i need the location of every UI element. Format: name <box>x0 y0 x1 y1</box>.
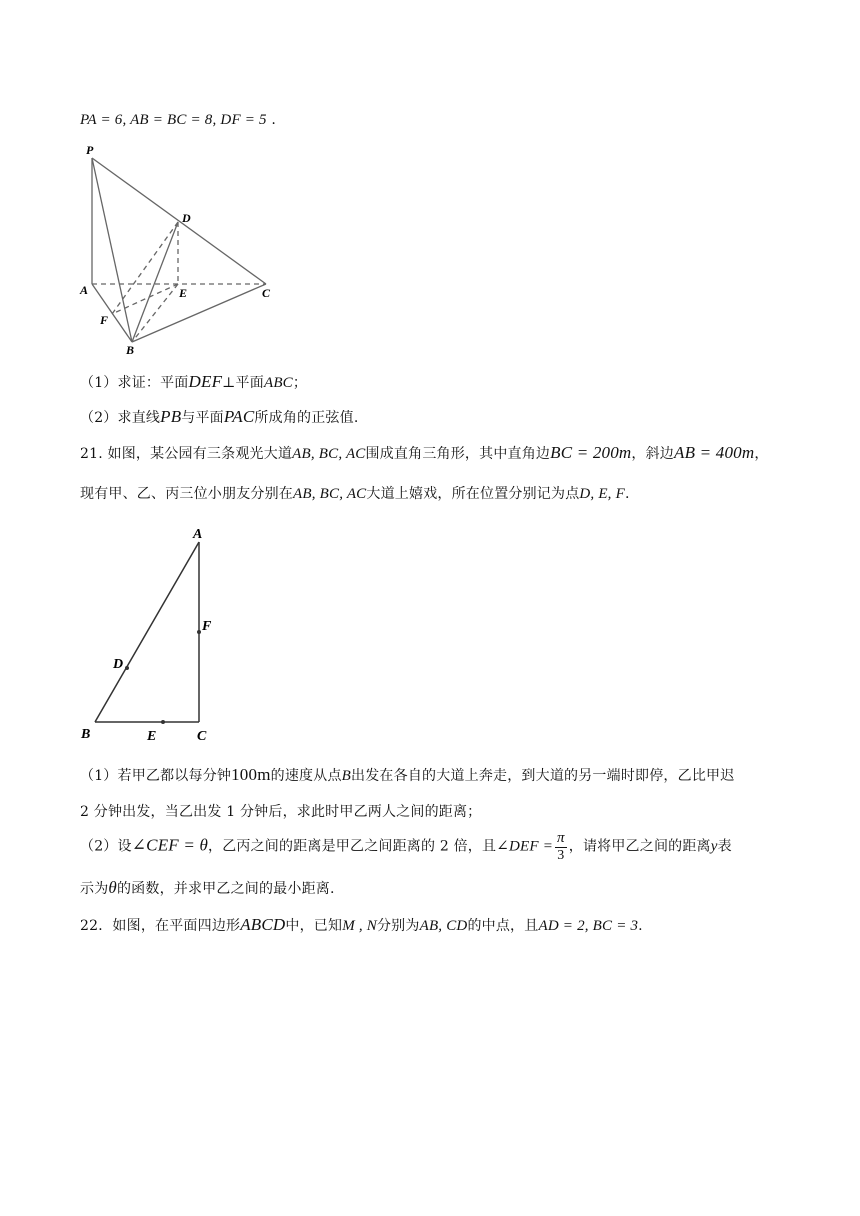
label-C2: C <box>197 729 207 744</box>
label-B: B <box>126 343 135 357</box>
prev-q1: （1）求证：平面DEF⊥平面ABC； <box>80 372 308 391</box>
label-A2: A <box>193 527 203 542</box>
label-E: E <box>179 286 188 300</box>
edge-BD <box>132 222 178 342</box>
edge-BC <box>132 284 266 342</box>
label-C: C <box>262 286 271 300</box>
label-E2: E <box>147 729 157 744</box>
label-A: A <box>80 283 89 297</box>
edge-DF-dashed <box>112 222 178 314</box>
edge-PB <box>92 158 132 342</box>
point-D <box>125 666 129 670</box>
label-F: F <box>100 313 109 327</box>
math-DEF: DEF <box>188 372 223 391</box>
label-P: P <box>86 143 94 157</box>
fraction-pi-over-3: $\frac{\pi}{3}$ <box>557 830 565 863</box>
point-E <box>161 720 165 724</box>
given-line: PA = 6, AB = BC = 8, DF = 5 . <box>80 112 277 128</box>
p21-q1-line1: （1）若甲乙都以每分钟100m的速度从点B出发在各自的大道上奔走，到大道的另一端时即停，乙比甲迟 <box>80 765 735 784</box>
triangle-figure <box>75 520 235 750</box>
label-D: D <box>182 211 191 225</box>
p21-q1-line2: 2 分钟出发，当乙出发 1 分钟后，求此时甲乙两人之间的距离； <box>80 804 482 820</box>
label-D2: D <box>113 657 124 672</box>
p21-q2-line2: 示为θ的函数，并求甲乙之间的最小距离. <box>80 878 335 897</box>
given-math: PA = 6, AB = BC = 8, DF = 5 <box>80 112 267 128</box>
label-F2: F <box>202 619 212 634</box>
pyramid-figure <box>70 140 290 360</box>
math-PB: PB <box>160 407 182 426</box>
p21-q2-line1: （2）设∠CEF = θ，乙丙之间的距离是甲乙之间距离的 2 倍，且∠DEF = $\frac{\pi}{3}$ ，请将甲乙之间的距离y表 <box>80 830 732 863</box>
math-PAC: PAC <box>223 407 255 426</box>
edge-AB <box>95 542 199 722</box>
edge-PC <box>92 158 266 284</box>
edge-EB-dashed <box>132 284 178 342</box>
math-ABC: ABC <box>263 375 293 391</box>
p22-line: 22．如图，在平面四边形ABCD中，已知M , N分别为AB, CD的中点，且AD = 2, BC = 3. <box>80 915 643 934</box>
point-F <box>197 630 201 634</box>
p21-line2: 现有甲、乙、丙三位小朋友分别在AB, BC, AC大道上嬉戏，所在位置分别记为点D, E, F. <box>80 486 630 502</box>
label-B2: B <box>81 727 91 742</box>
p21-line1: 21. 如图，某公园有三条观光大道AB, BC, AC围成直角三角形，其中直角边BC = 200m，斜边AB = 400m， <box>80 443 769 462</box>
prev-q2: （2）求直线PB与平面PAC所成角的正弦值. <box>80 407 359 426</box>
